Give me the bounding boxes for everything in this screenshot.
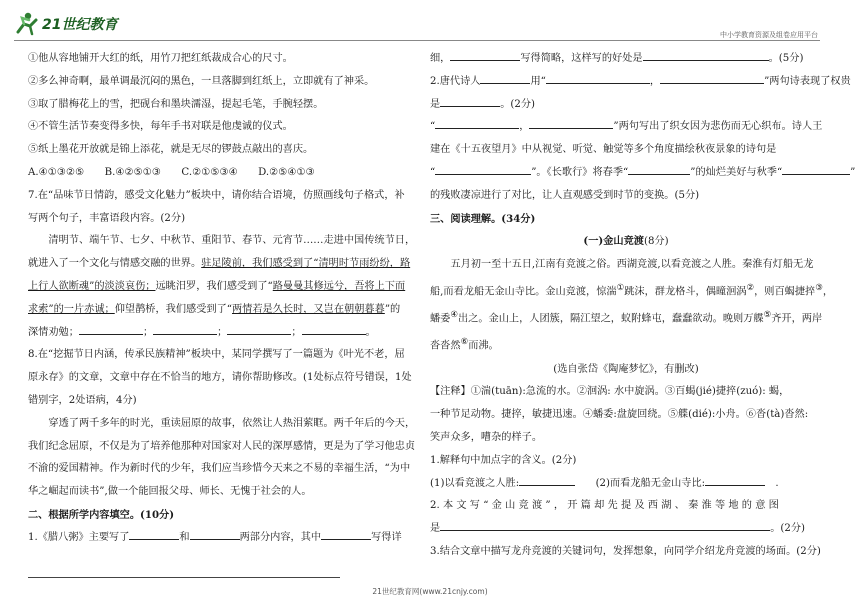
answer-blank[interactable] [782, 162, 850, 175]
answer-blank[interactable] [440, 94, 500, 107]
reading-title: (一)金山竞渡(8分) [583, 235, 669, 248]
answer-blank[interactable] [628, 162, 690, 175]
text-source: (选自张岱《陶庵梦忆》，有删改) [553, 363, 699, 375]
answer-blank[interactable] [450, 48, 520, 61]
essay-line-3: 不渝的爱国精神。作为新时代的少年，我们应当珍惜今天来之不易的幸福生活，“为中 [28, 463, 411, 475]
right-column [430, 48, 856, 564]
classical-text-line-1: 五月初一至十五日,江南有竞渡之俗。西湖竞渡,以看竞渡之人胜。秦淮有灯船无龙 [450, 259, 814, 271]
classical-text-line-2: 船,而看龙船无金山寺比。金山竞渡，惊湍①跳沫，群龙格斗，偶曈洄涡②，则百蝎捷捽③， [430, 282, 834, 298]
question-8-line-2: 原永存》的文章，文章中存在不恰当的地方，请你帮助修改。(1处标点符号错误，1处 [28, 372, 412, 384]
fill-question-2-line-6: 的残败凄凉进行了对比，让人直观感受到时节的变换。(5分) [430, 189, 700, 201]
runner-icon [18, 13, 36, 34]
answer-blank[interactable] [705, 473, 765, 486]
sentence-2: ②多么神奇啊，最单调最沉闷的黑色，一旦落脚到红纸上，立即就有了神采。 [28, 75, 375, 87]
festival-passage-line-5: 深情劝勉； ； ； ； 。 [28, 322, 410, 345]
annotation-line-1: 【注释】①湍(tuān):急流的水。②洄涡: 水中旋涡。③百蝎(jié)捷捽(zuó): 蝎， [430, 386, 790, 398]
underlined-sentence: 驻足陵前，我们感受到了“清明时节雨纷纷，路 [201, 258, 411, 270]
annotation-line-2: 一种节足动物。捷捽，敏捷迅速。④蟠委:盘旋回绕。⑤艓(dié):小舟。⑥沓(tà)沓然: [430, 409, 809, 421]
answer-blank[interactable] [529, 116, 613, 129]
answer-blank[interactable] [79, 322, 143, 335]
fill-question-2-line-4: 建在《十五夜望月》中从视觉、听觉、触觉等多个角度描绘秋夜景象的诗句是 [430, 144, 777, 156]
essay-line-4: 华之崛起而读书”,做一个能回报父母、师长、无愧于社会的人。 [28, 486, 312, 498]
fill-question-2-line-1: 2.唐代诗人 用“ ， ”两句诗表现了权贵 [430, 71, 822, 94]
logo-text: 21世纪教育 [42, 17, 118, 33]
section-3-heading: 三、阅读理解。(34分) [430, 212, 536, 225]
question-7-line-2: 写两个句子，丰富语段内容。(2分) [28, 212, 186, 224]
fill-question-1: 1.《腊八粥》主要写了 和 两部分内容，其中 写得详 [28, 527, 410, 550]
left-column [28, 48, 416, 550]
answer-blank[interactable] [435, 162, 531, 175]
fill-question-1-cont: 细， 写得简略，这样写的好处是 。(5分) [430, 48, 822, 71]
sentence-1: ①他从容地铺开大红的纸，用竹刀把红纸裁成合心的尺寸。 [28, 53, 293, 64]
answer-blank[interactable] [660, 71, 764, 84]
reading-question-1: 1.解释句中加点字的含义。(2分) [430, 454, 577, 466]
section-2-heading: 二、根据所学内容填空。(10分) [28, 508, 175, 521]
answer-blank[interactable] [643, 48, 769, 61]
reading-question-2-line-1: 2. 本 文 写 “ 金 山 竞 渡 ” ， 开 篇 却 先 提 及 西 湖 、 秦 淮 等 地 的 意 图 [430, 500, 779, 512]
annotation-line-3: 笑声众多，嘈杂的样子。 [430, 431, 543, 443]
reading-question-1-items: (1)以看竞渡之人胜: (2)而看龙船无金山寺比: . [430, 473, 822, 496]
answer-blank[interactable] [129, 527, 179, 540]
fill-question-2-line-2: 是 。(2分) [430, 94, 822, 117]
festival-passage-line-1: 清明节、端午节、七夕、中秋节、重阳节、春节、元宵节……走进中国传统节日， [48, 235, 416, 247]
festival-passage-line-3: 上行人欲断魂”的淡淡哀伤；远眺汨罗，我们感受到了“路曼曼其修远兮，吾将上下而 [28, 280, 406, 292]
reading-question-2-line-2: 是 。(2分) [430, 518, 822, 541]
answer-blank[interactable] [480, 71, 530, 84]
fill-question-2-line-5: “ ”。《长歌行》将春季“ ”的灿烂美好与秋季“ ” [430, 162, 822, 185]
reading-question-3: 3.结合文章中描写龙舟竞渡的关键词句，发挥想象，向同学介绍龙舟竞渡的场面。(2分) [430, 545, 821, 557]
answer-blank[interactable] [190, 527, 240, 540]
answer-blank[interactable] [546, 71, 650, 84]
answer-blank[interactable] [153, 322, 217, 335]
festival-passage-line-4: 求索”的一片赤诚；仰望鹊桥，我们感受到了“两情若是久长时，又岂在朝朝暮暮”的 [28, 303, 401, 315]
question-8-line-3: 错别字，2处语病，4分) [28, 394, 137, 406]
question-8-line-1: 8.在“挖掘节日内涵，传承民族精神”板块中，某同学撰写了一篇题为《叶光不老，屈 [28, 349, 405, 361]
answer-blank[interactable] [435, 116, 519, 129]
answer-blank[interactable] [440, 518, 770, 531]
sentence-5: ⑤纸上墨花开放就是锦上添花，就是无尽的锣鼓点敲出的喜庆。 [28, 144, 314, 156]
festival-passage-line-2: 就进入了一个文化与情感交融的世界。驻足陵前，我们感受到了“清明时节雨纷纷，路 [28, 258, 411, 270]
footer-source: 21世纪教育网(www.21cnjy.com) [372, 587, 488, 596]
answer-blank[interactable] [302, 322, 366, 335]
essay-line-2: 我们纪念屈原，不仅是为了培养他那种对国家对人民的深厚感情，更是为了学习他忠贞 [28, 440, 416, 452]
answer-blank[interactable] [227, 322, 291, 335]
answer-blank[interactable] [321, 527, 371, 540]
answer-blank[interactable] [519, 473, 575, 486]
site-logo [14, 10, 132, 36]
fill-question-2-line-3: “ ， ”两句写出了织女因为悲伤而无心织布。诗人王 [430, 116, 822, 139]
sentence-3: ③取了腊梅花上的雪，把砚台和墨块濡湿，提起毛笔，手腕轻摆。 [28, 98, 324, 110]
classical-text-line-3: 蟠委④出之。金山上，人团簇，隔江望之，蚁附蜂屯，蠢蠢欲动。晚则万艓⑤齐开，两岸 [430, 310, 823, 325]
sentence-4: ④不管生活节奏变得多快，每年手书对联是他虔诚的仪式。 [28, 121, 293, 133]
header-platform-name: 中小学教育资源及组卷应用平台 [720, 31, 818, 39]
question-7-line-1: 7.在“品味节日情韵，感受文化魅力”板块中，请你结合语境，仿照画线句子格式，补 [28, 189, 405, 201]
header-divider [14, 40, 820, 41]
essay-line-1: 穿透了两千多年的时光，重读屈原的故事，依然让人热泪萦眶。两千年后的今天， [48, 417, 416, 429]
order-options: A.④①③②⑤ B.④②⑤①③ C.②①⑤③④ D.②⑤④①③ [28, 166, 315, 178]
footer-divider [28, 577, 340, 578]
classical-text-line-4: 沓沓然⑥而沸。 [430, 337, 499, 352]
